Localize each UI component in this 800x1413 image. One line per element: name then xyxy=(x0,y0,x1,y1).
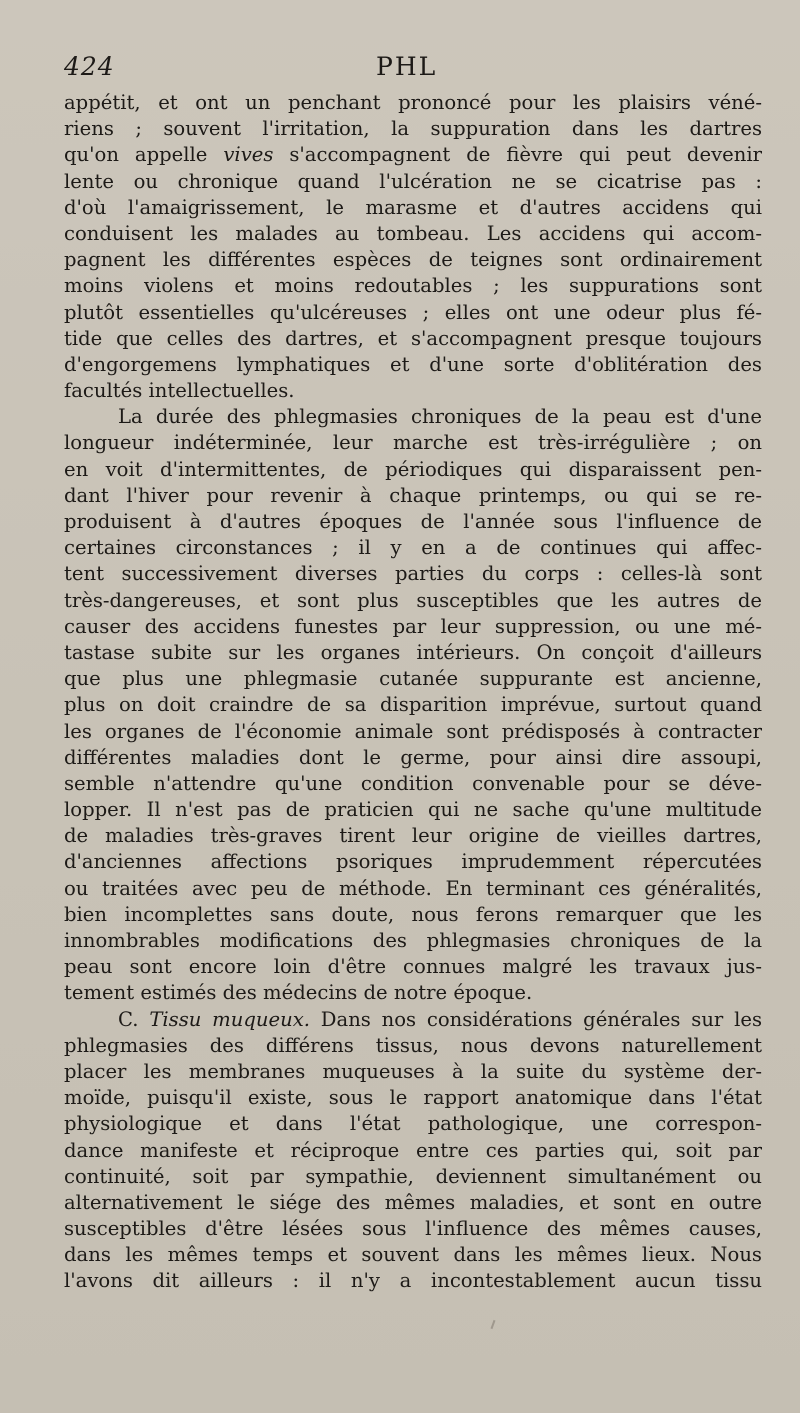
paragraph-continuation xyxy=(64,90,762,404)
text-line: les organes de l'économie animale sont prédisposés à contracter xyxy=(64,719,762,743)
section-letter: C. xyxy=(118,1007,139,1031)
text-line: tide que celles des dartres, et s'accompagnent presque toujours xyxy=(64,326,762,350)
body-text xyxy=(64,90,762,1295)
text-line: phlegmasies des différens tissus, nous devons naturellement xyxy=(64,1033,762,1057)
page-number: 424 xyxy=(64,52,115,81)
text-line: La durée des phlegmasies chroniques de la peau est d'une xyxy=(118,405,762,429)
text-line: peau sont encore loin d'être connues malgré les travaux jus- xyxy=(64,955,762,979)
text-line: très-dangereuses, et sont plus susceptibles que les autres de xyxy=(64,588,762,612)
text-line: tement estimés des médecins de notre époque. xyxy=(64,981,533,1005)
text-line: conduisent les malades au tombeau. Les accidens qui accom- xyxy=(64,221,762,245)
text-line: bien incomplettes sans doute, nous ferons remarquer que les xyxy=(64,902,762,926)
text-line: innombrables modifications des phlegmasies chroniques de la xyxy=(64,929,762,952)
text-line: appétit, et ont un penchant prononcé pour les plaisirs véné- xyxy=(64,91,762,114)
paragraph-tissu-muqueux xyxy=(64,1007,762,1295)
text-line: continuité, soit par sympathie, deviennent simultanément ou xyxy=(64,1164,762,1188)
text-line: plus on doit craindre de sa disparition imprévue, surtout quand xyxy=(64,693,762,717)
text-line: alternativement le siége des mêmes maladies, et sont en outre xyxy=(64,1190,762,1214)
text-line: produisent à d'autres époques de l'année sous l'influence de xyxy=(64,510,762,533)
text-line: en voit d'intermittentes, de périodiques qui disparaissent pen- xyxy=(64,457,762,481)
text-line: physiologique et dans l'état pathologique, une correspon- xyxy=(64,1112,762,1136)
text-line: tent successivement diverses parties du corps : celles-là sont xyxy=(64,562,762,586)
text-line: semble n'attendre qu'une condition convenable pour se déve- xyxy=(64,771,762,795)
text-line: facultés intellectuelles. xyxy=(64,379,295,403)
text-line: dant l'hiver pour revenir à chaque printemps, ou qui se re- xyxy=(64,483,762,507)
text-line: placer les membranes muqueuses à la suite du système der- xyxy=(64,1059,762,1083)
text-line: différentes maladies dont le germe, pour ainsi dire assoupi, xyxy=(64,745,762,769)
italic-term: vives xyxy=(223,143,274,167)
text-line: longueur indéterminée, leur marche est très-irrégulière ; on xyxy=(64,431,762,455)
text-line: lopper. Il n'est pas de praticien qui ne sache qu'une multitude xyxy=(64,798,762,822)
paper-mark xyxy=(491,1320,496,1329)
running-head-title: PHL xyxy=(376,52,438,81)
running-head xyxy=(64,52,740,88)
text-line: plutôt essentielles qu'ulcéreuses ; elles ont une odeur plus fé- xyxy=(64,300,762,324)
text-line: tastase subite sur les organes intérieurs. On conçoit d'ailleurs xyxy=(64,640,762,664)
text-line: moïde, puisqu'il existe, sous le rapport anatomique dans l'état xyxy=(64,1086,762,1110)
text-line: causer des accidens funestes par leur suppression, ou une mé- xyxy=(64,614,762,638)
text-line: dance manifeste et réciproque entre ces parties qui, soit par xyxy=(64,1138,762,1162)
text-line: lente ou chronique quand l'ulcération ne se cicatrise pas : xyxy=(64,169,762,193)
text-line: susceptibles d'être lésées sous l'influence des mêmes causes, xyxy=(64,1217,762,1241)
text-line: d'où l'amaigrissement, le marasme et d'autres accidens qui xyxy=(64,195,762,219)
text-line: d'anciennes affections psoriques imprudemment répercutées xyxy=(64,850,762,874)
text-line: l'avons dit ailleurs : il n'y a incontestablement aucun tissu xyxy=(64,1269,762,1293)
paragraph-duree xyxy=(64,404,762,1006)
text-line: pagnent les différentes espèces de teignes sont ordinairement xyxy=(64,248,762,272)
section-title: Tissu muqueux. xyxy=(149,1007,311,1031)
text-line: d'engorgemens lymphatiques et d'une sorte d'oblitération des xyxy=(64,352,762,376)
text-line-rest: Dans nos considérations générales sur les xyxy=(320,1007,762,1031)
text-line: qu'on appelle vives s'accompagnent de fièvre qui peut devenir xyxy=(64,143,762,167)
text-line: ou traitées avec peu de méthode. En terminant ces généralités, xyxy=(64,876,762,900)
text-line: moins violens et moins redoutables ; les suppurations sont xyxy=(64,274,762,298)
section-heading-line xyxy=(64,1007,762,1033)
text-line: riens ; souvent l'irritation, la suppuration dans les dartres xyxy=(64,117,762,141)
text-line: dans les mêmes temps et souvent dans les mêmes lieux. Nous xyxy=(64,1243,762,1267)
text-line: certaines circonstances ; il y en a de continues qui affec- xyxy=(64,536,762,560)
text-line: que plus une phlegmasie cutanée suppurante est ancienne, xyxy=(64,667,762,691)
text-line: de maladies très-graves tirent leur origine de vieilles dartres, xyxy=(64,824,762,848)
